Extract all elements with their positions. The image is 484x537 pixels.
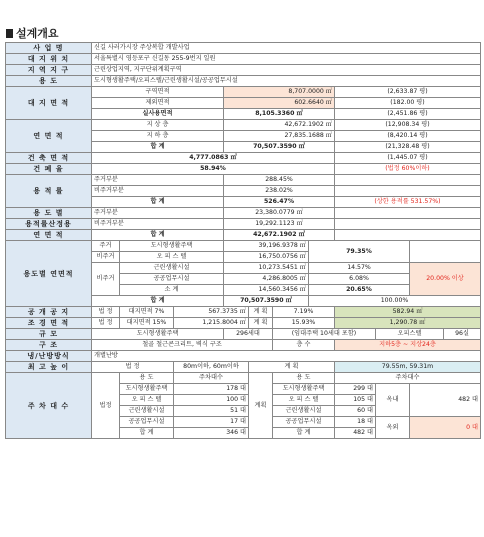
- row-location: 대 지 위 치 서울특별시 영등포구 신길동 255-9번지 일원: [6, 54, 481, 65]
- row-structure: 구 조 철골 철근콘크리트, 벽식 구조 층 수 지하5층 ~ 지상24층: [6, 340, 481, 351]
- row-hvac: 냉/난방방식 개별난방: [6, 351, 481, 362]
- row-use-area-total: 합 계 70,507.3590 ㎡ 100.00%: [6, 296, 481, 307]
- row-open-space: 공 개 공 지 법 정 대지면적 7% 567.3735 ㎡ 계 획 7.19% 582.94 ㎡: [6, 307, 481, 318]
- row-far-res: 용 적 률 주거부분 288.45%: [6, 175, 481, 186]
- square-bullet-icon: [6, 29, 13, 38]
- row-parking-total: 합 계 346 대 합 계 482 대: [6, 428, 481, 439]
- row-use-area-retail: 비주거 근린생활시설 10,273.5451 ㎡ 14.57% 20.00% 이상: [6, 263, 481, 274]
- row-far-nonres: 비주거부분 238.02%: [6, 186, 481, 197]
- row-scale: 규 모 도시형생활주택 296세대 (임대주택 10세대 포함) 오피스텔 96실: [6, 329, 481, 340]
- row-site-actual: 실사용면적 8,105.3360 ㎡ (2,451.86 평): [6, 109, 481, 120]
- row-landscape: 조 경 면 적 법 정 대지면적 15% 1,215.8004 ㎡ 계 획 15.93% 1,290.78 ㎡: [6, 318, 481, 329]
- row-use: 용 도 도시형생활주택/오피스텔/근린생활시설/공공업무시설: [6, 76, 481, 87]
- row-parking-officetel: 오 피 스 텔 100 대 오 피 스 텔 105 대: [6, 395, 481, 406]
- row-site-excluded: 제외면적 602.6640 ㎡ (182.00 평): [6, 98, 481, 109]
- row-far-area-nonres: 용적률산정용 비주거부분 19,292.1123 ㎡: [6, 219, 481, 230]
- row-far-area-res: 용 도 별 주거부분 23,380.0779 ㎡: [6, 208, 481, 219]
- row-parking-public: 공공업무시설 17 대 공공업무시설 18 대 옥외 0 대: [6, 417, 481, 428]
- row-parking-housing: 도시형생활주택 178 대 도시형생활주택 299 대 옥내 482 대: [6, 384, 481, 395]
- row-far-total: 합 계 526.47% (상한 용적률 531.57%): [6, 197, 481, 208]
- row-floor-above: 연 면 적 지 상 층 42,672.1902 ㎡ (12,908.34 평): [6, 120, 481, 131]
- row-use-area-subtotal: 소 계 14,560.3456 ㎡ 20.65%: [6, 285, 481, 296]
- row-use-area-housing: 용도별 연면적 주거 도시형생활주택 39,196.9378 ㎡ 79.35%: [6, 241, 481, 252]
- row-coverage: 건 폐 율 58.94% (법정 60%이하): [6, 164, 481, 175]
- row-building-area: 건 축 면 적 4,777.0863 ㎡ (1,445.07 평): [6, 153, 481, 164]
- row-parking-retail: 근린생활시설 51 대 근린생활시설 60 대: [6, 406, 481, 417]
- row-zone: 지 역 지 구 근린상업지역, 지구단위계획구역: [6, 65, 481, 76]
- row-floor-total: 합 계 70,507.3590 ㎡ (21,328.48 평): [6, 142, 481, 153]
- row-height: 최 고 높 이 법 정 80m이하, 60m이하 계 획 79.55m, 59.31m: [6, 362, 481, 373]
- design-overview-table: [5, 42, 481, 439]
- row-parking-header: 주 차 대 수 법정 용 도 주차대수 계획 용 도 주차대수: [6, 373, 481, 384]
- row-use-area-public: 공공업무시설 4,286.8005 ㎡ 6.08%: [6, 274, 481, 285]
- section-title: 설계개요: [6, 25, 59, 41]
- row-project-name: 사 업 명 신길 사러가시장 주상복합 개발사업: [6, 43, 481, 54]
- row-far-area-total: 연 면 적 합 계 42,672.1902 ㎡: [6, 230, 481, 241]
- row-use-area-officetel: 비주거 오 피 스 텔 16,750.0756 ㎡: [6, 252, 481, 263]
- row-site-planned: 대 지 면 적 구역면적 8,707.0000 ㎡ (2,633.87 평): [6, 87, 481, 98]
- row-floor-below: 지 하 층 27,835.1688 ㎡ (8,420.14 평): [6, 131, 481, 142]
